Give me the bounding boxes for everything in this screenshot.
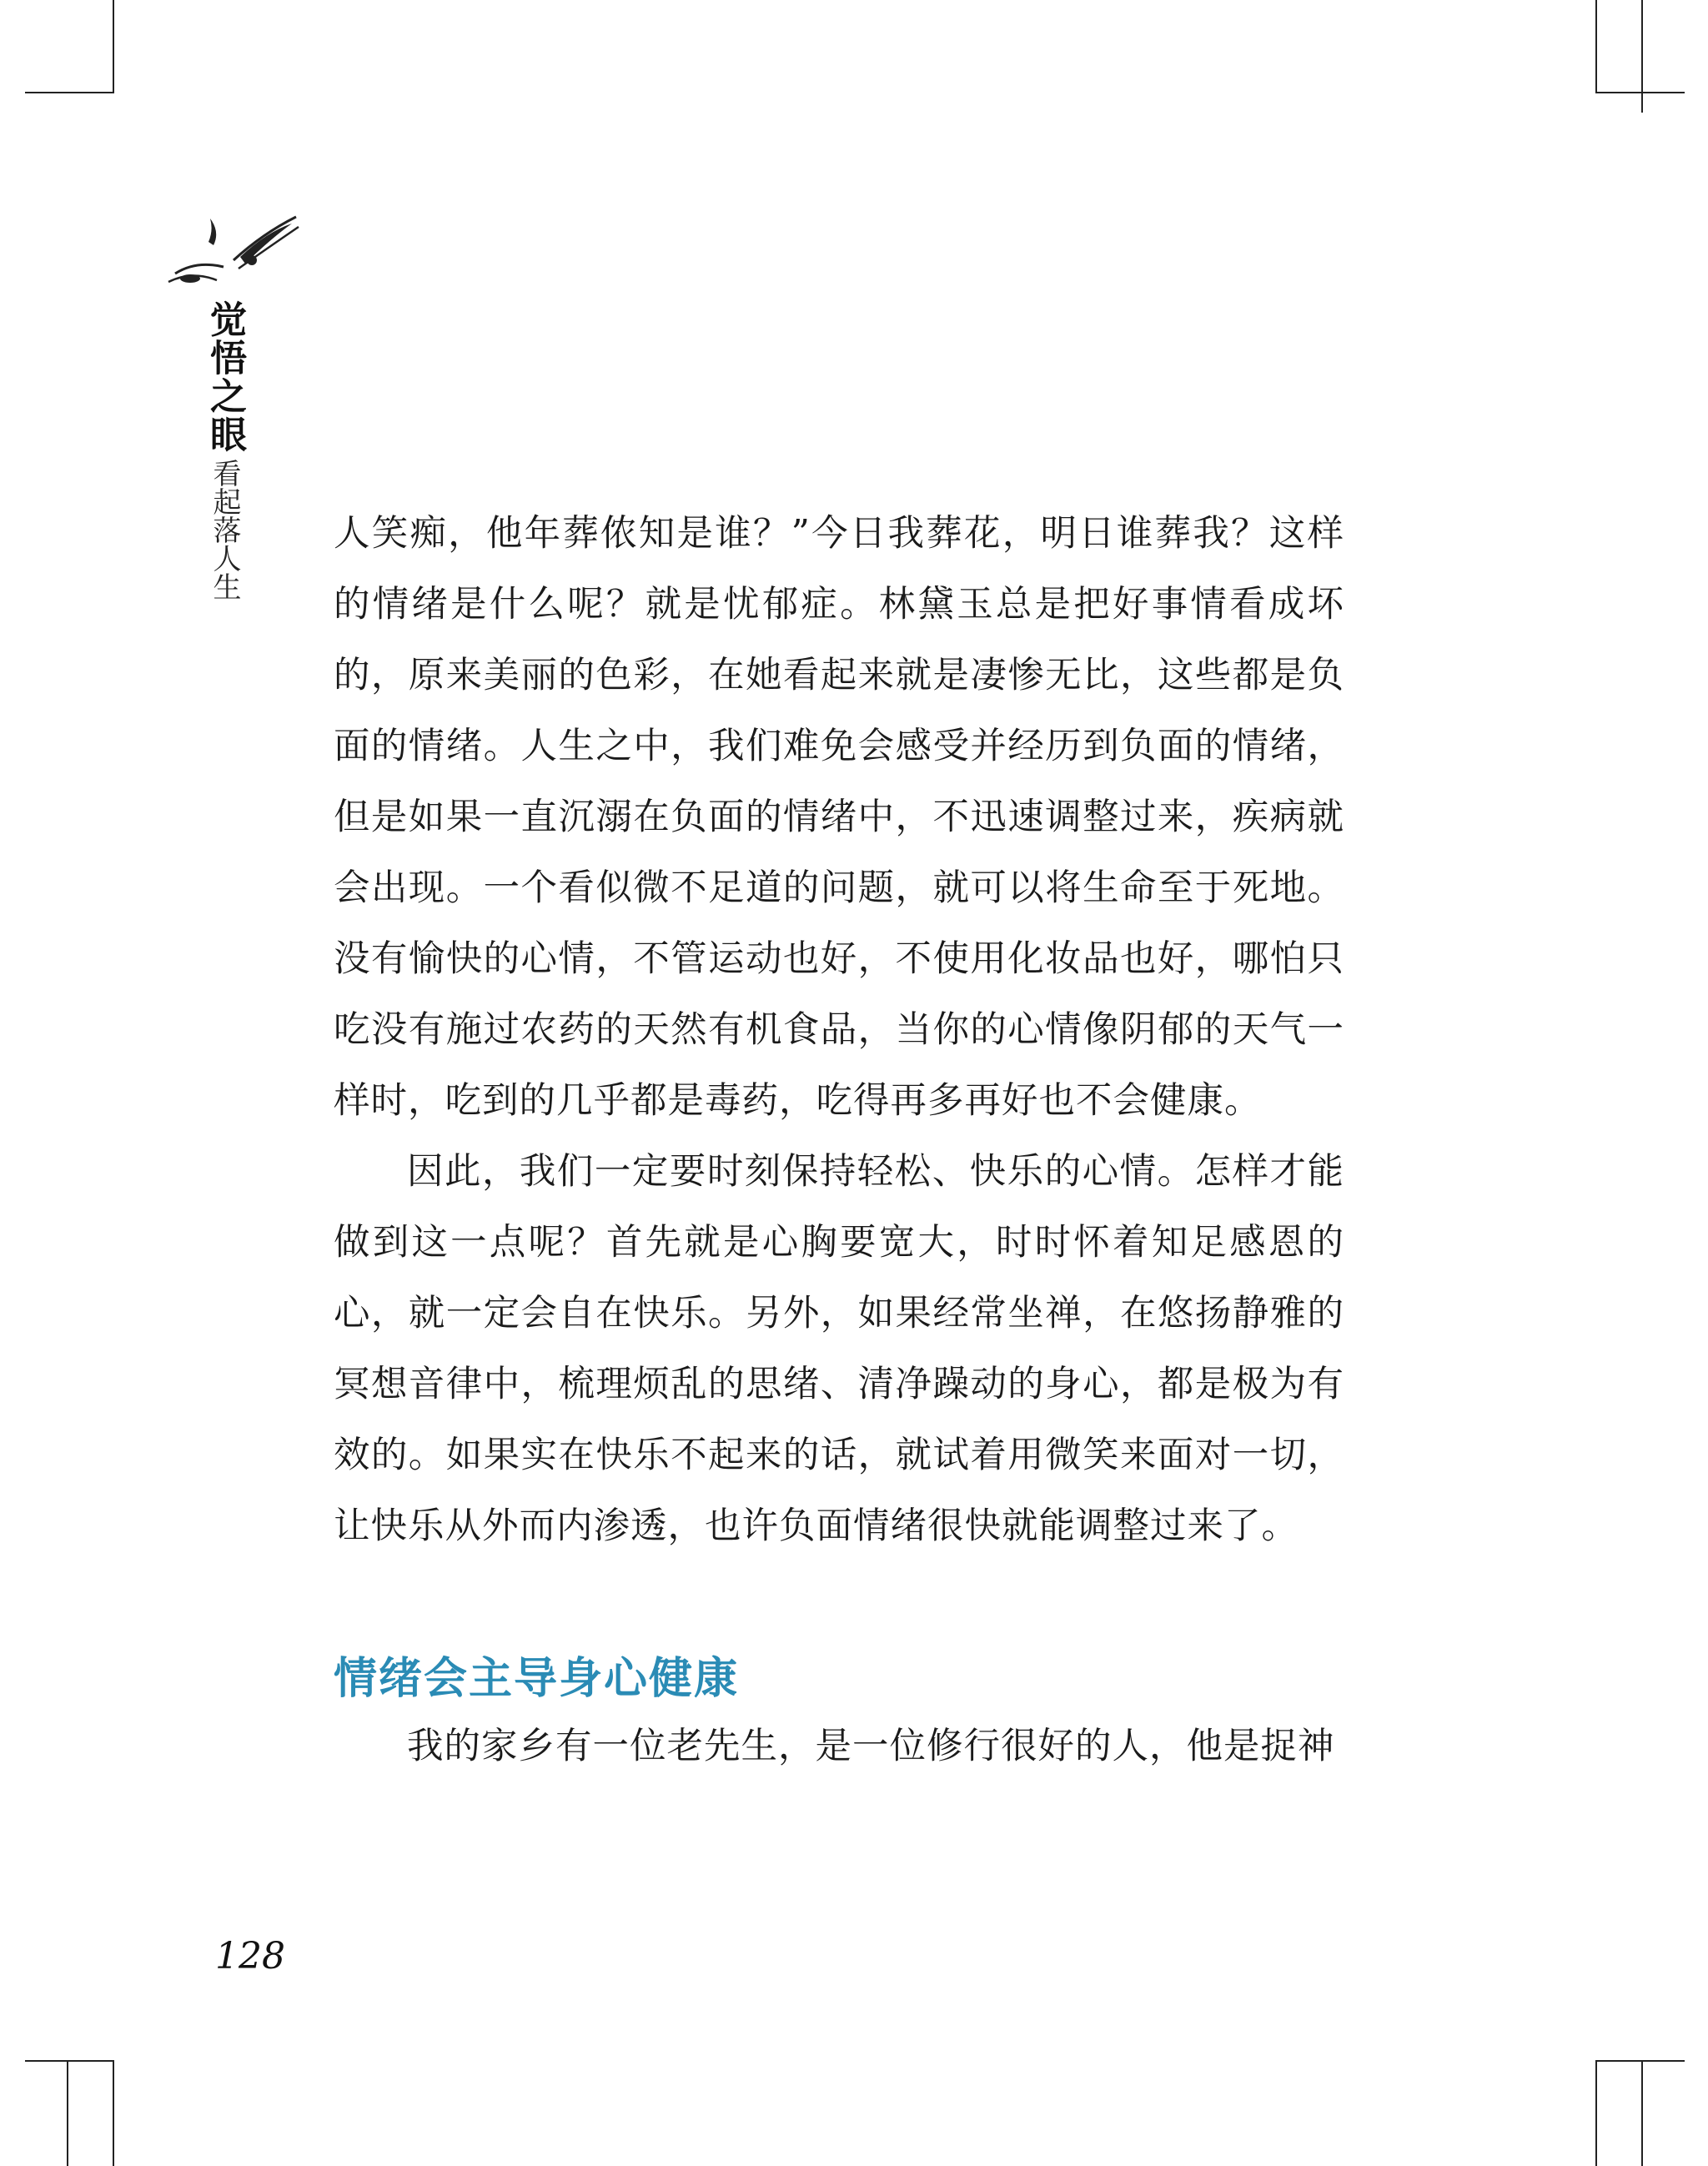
crop-mark-top-right-v [1595,0,1597,93]
crop-mark-bottom-right-v2 [1641,2060,1643,2166]
body-text [334,499,1344,1562]
section-heading: 情绪会主导身心健康 [334,1654,740,1704]
eye-logo-icon [158,209,300,300]
crop-mark-bottom-left-v2 [67,2060,68,2166]
paragraph-1: 人笑痴，他年葬侬知是谁？”今日我葬花，明日谁葬我？这样的情绪是什么呢？就是忧郁症。林黛玉总是把好事情看成坏的，原来美丽的色彩，在她看起来就是凄惨无比，这些都是负面的情绪。人生之中，我们难免会感受并经历到负面的情绪，但是如果一直沉溺在负面的情绪中，不迅速调整过来，疾病就会出现。一个看似微不足道的问题，就可以将生命至于死地。没有愉快的心情，不管运动也好，不使用化妆品也好，哪怕只吃没有施过农药的天然有机食品，当你的心情像阴郁的天气一样时，吃到的几乎都是毒药，吃得再多再好也不会健康。 [334,513,1344,1122]
crop-mark-bottom-left-v [113,2060,114,2166]
crop-mark-top-right-v2 [1641,0,1643,113]
section-body [334,1711,1344,1782]
crop-mark-top-left-v [113,0,114,93]
crop-mark-bottom-left-h [25,2060,114,2062]
crop-mark-top-left-h [25,92,114,93]
crop-mark-bottom-right-v [1595,2060,1597,2166]
crop-mark-top-right-h [1595,92,1685,93]
running-head [203,300,254,601]
section-paragraph: 我的家乡有一位老先生，是一位修行很好的人，他是捉神 [407,1726,1335,1767]
book-subtitle: 看起落人生 [208,459,241,601]
page-number: 128 [215,1935,285,1978]
paragraph-2: 因此，我们一定要时刻保持轻松、快乐的心情。怎样才能做到这一点呢？首先就是心胸要宽大，时时怀着知足感恩的心，就一定会自在快乐。另外，如果经常坐禅，在悠扬静雅的冥想音律中，梳理烦乱的思绪、清净躁动的身心，都是极为有效的。如果实在快乐不起来的话，就试着用微笑来面对一切，让快乐从外而内渗透，也许负面情绪很快就能调整过来了。 [334,1151,1344,1547]
book-title: 觉悟之眼 [203,300,246,454]
crop-mark-bottom-right-h [1595,2060,1685,2062]
